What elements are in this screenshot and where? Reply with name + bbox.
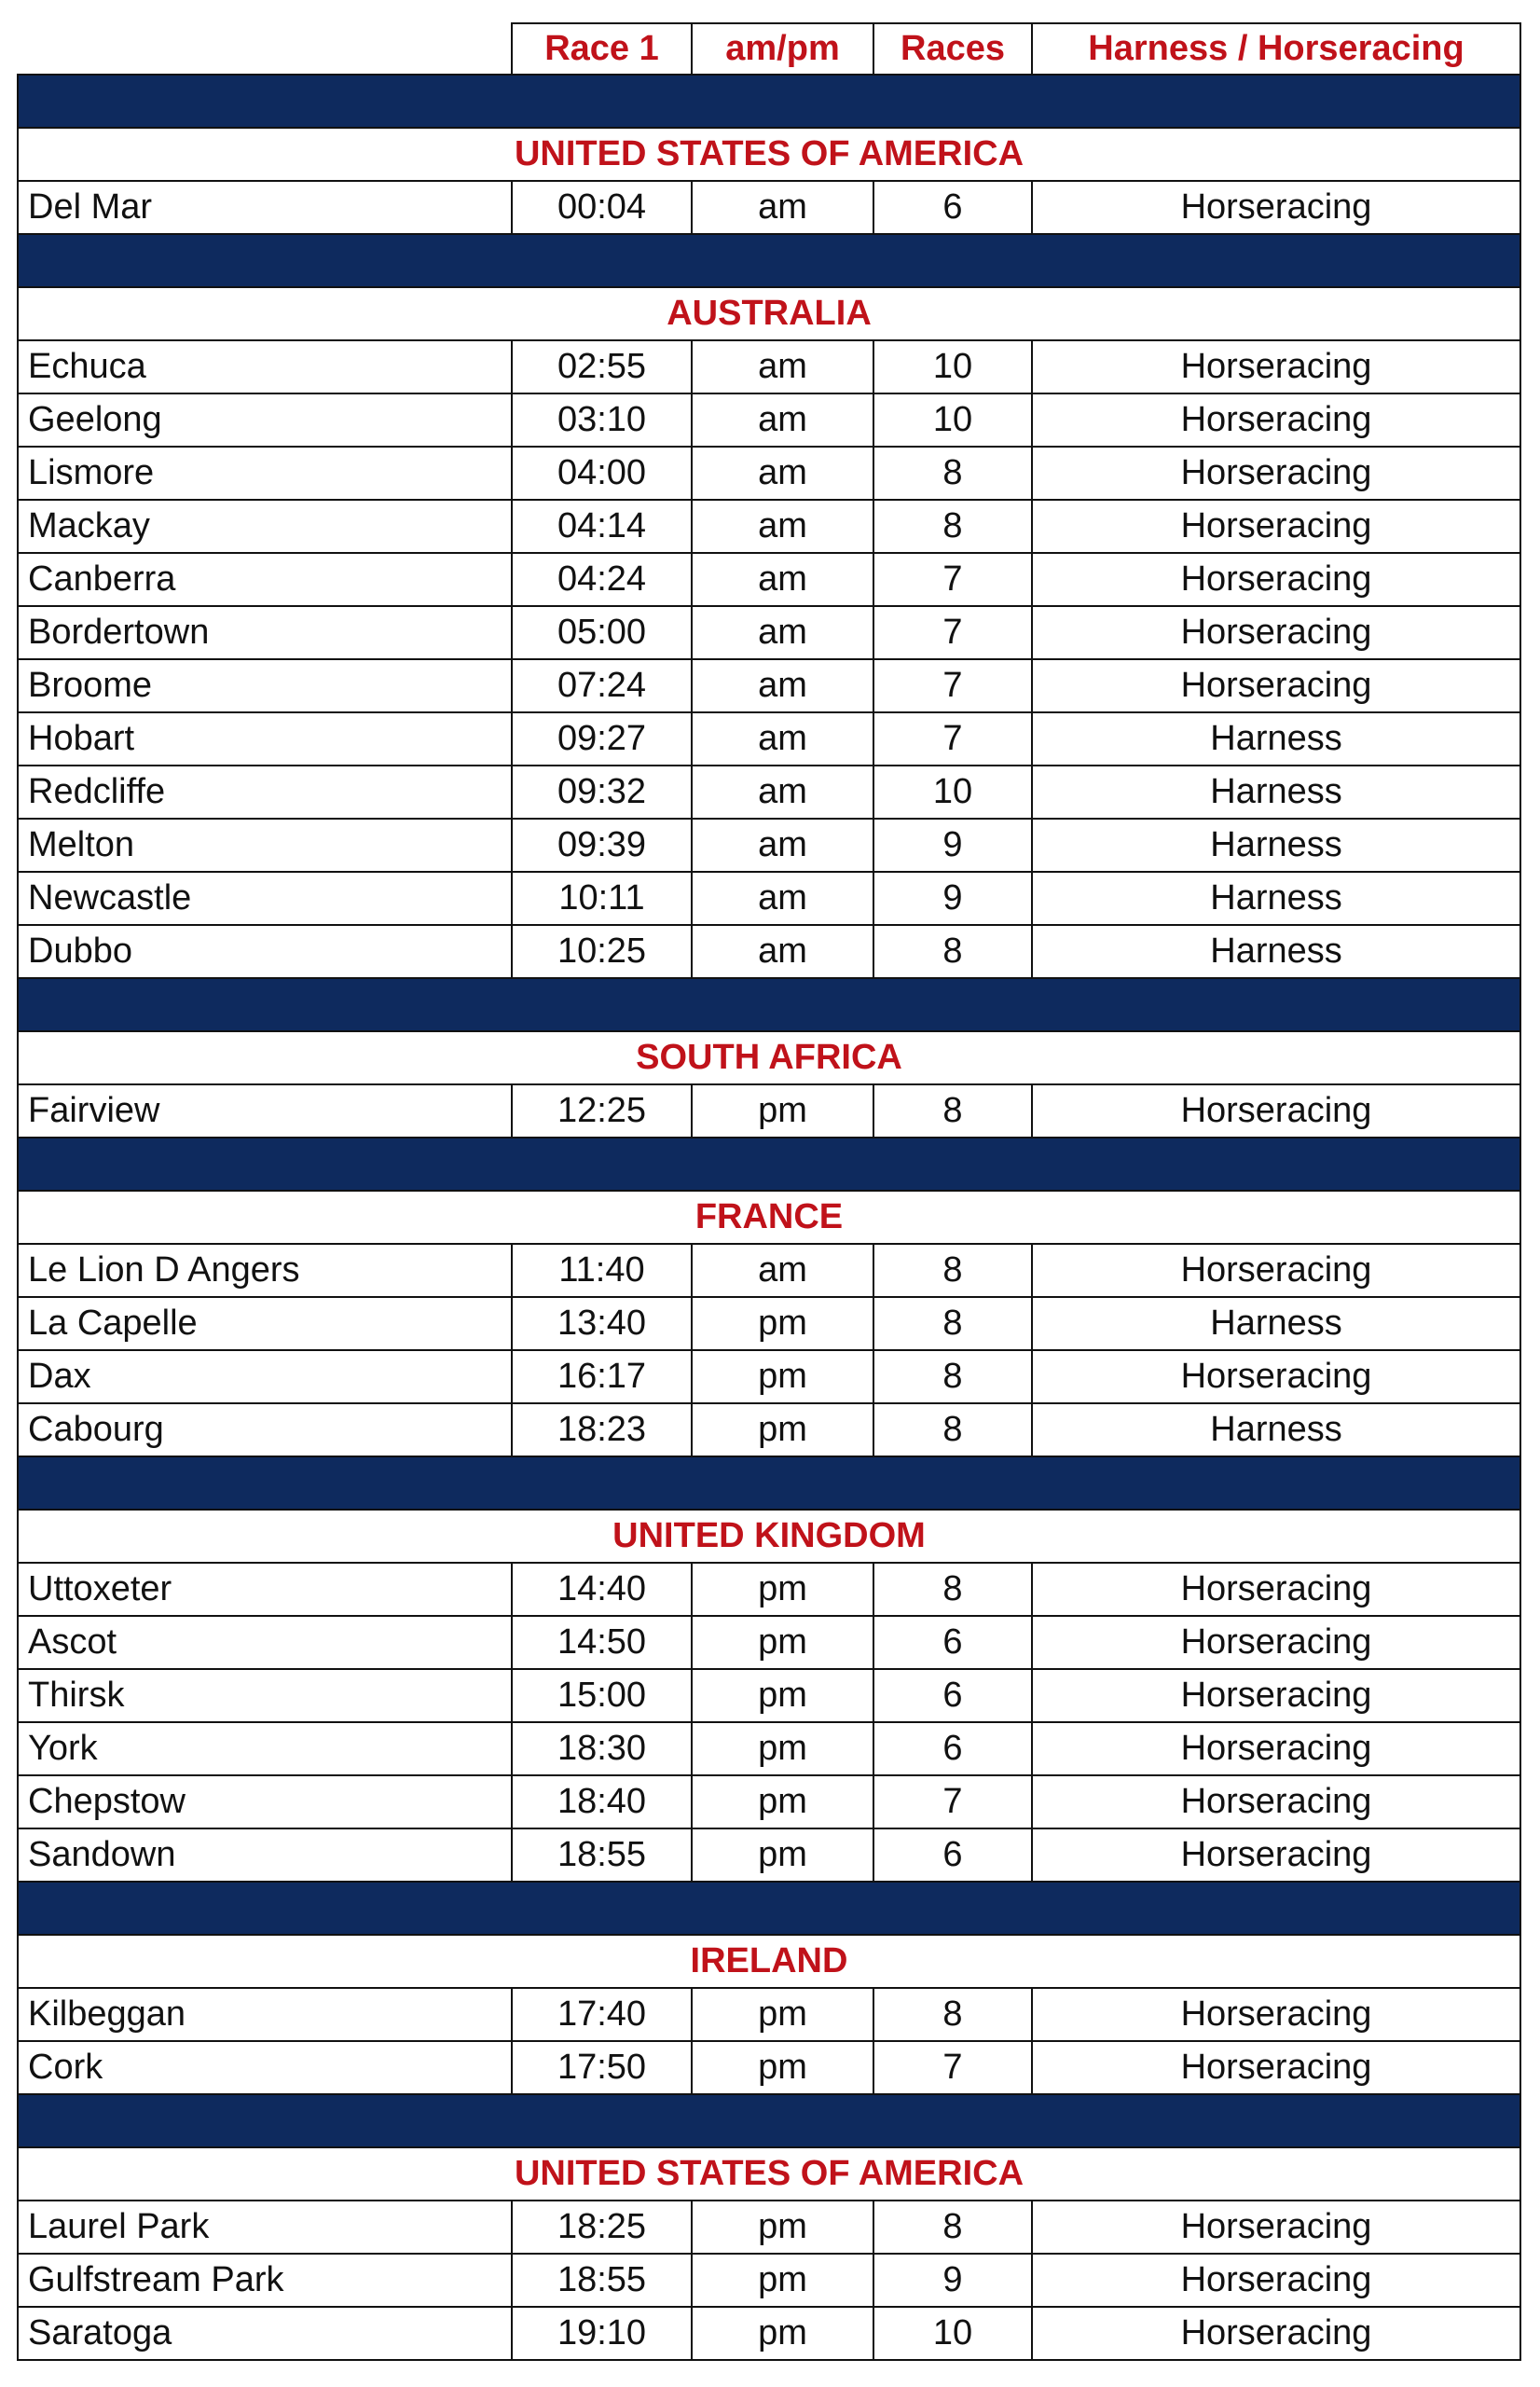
country-heading: UNITED STATES OF AMERICA (17, 2148, 1521, 2201)
table-row (17, 926, 1521, 979)
race1-time-cell: 00:04 (513, 182, 693, 235)
race-type-cell: Harness (1033, 926, 1521, 979)
table-row (17, 766, 1521, 820)
ampm-cell: am (693, 713, 874, 766)
races-count-cell: 6 (874, 1617, 1033, 1670)
table-row (17, 1617, 1521, 1670)
table-row (17, 1564, 1521, 1617)
races-count-cell: 10 (874, 394, 1033, 448)
race-type-cell: Harness (1033, 1298, 1521, 1351)
race-type-cell: Harness (1033, 713, 1521, 766)
ampm-cell: am (693, 926, 874, 979)
table-row (17, 1404, 1521, 1457)
section-divider (17, 1457, 1521, 1511)
venue-cell: Geelong (17, 394, 513, 448)
table-row (17, 873, 1521, 926)
ampm-cell: am (693, 341, 874, 394)
venue-cell: Kilbeggan (17, 1989, 513, 2042)
races-count-cell: 8 (874, 1085, 1033, 1138)
country-heading: SOUTH AFRICA (17, 1032, 1521, 1085)
races-count-cell: 7 (874, 607, 1033, 660)
race-type-cell: Horseracing (1033, 182, 1521, 235)
races-count-cell: 10 (874, 341, 1033, 394)
venue-cell: Redcliffe (17, 766, 513, 820)
race-type-cell: Horseracing (1033, 501, 1521, 554)
venue-cell: Fairview (17, 1085, 513, 1138)
table-row (17, 1670, 1521, 1723)
venue-cell: Cork (17, 2042, 513, 2095)
races-count-cell: 7 (874, 660, 1033, 713)
race-type-cell: Harness (1033, 766, 1521, 820)
table-row (17, 1298, 1521, 1351)
section-divider (17, 76, 1521, 129)
table-row (17, 2255, 1521, 2308)
ampm-cell: pm (693, 2201, 874, 2255)
races-count-cell: 8 (874, 1351, 1033, 1404)
header-races: Races (874, 22, 1033, 76)
venue-cell: Uttoxeter (17, 1564, 513, 1617)
races-count-cell: 7 (874, 1776, 1033, 1829)
race-type-cell: Horseracing (1033, 2255, 1521, 2308)
race1-time-cell: 04:24 (513, 554, 693, 607)
venue-cell: Ascot (17, 1617, 513, 1670)
race1-time-cell: 02:55 (513, 341, 693, 394)
table-row (17, 1776, 1521, 1829)
races-count-cell: 6 (874, 1723, 1033, 1776)
venue-cell: Echuca (17, 341, 513, 394)
ampm-cell: pm (693, 2255, 874, 2308)
race1-time-cell: 03:10 (513, 394, 693, 448)
venue-cell: La Capelle (17, 1298, 513, 1351)
country-heading: UNITED KINGDOM (17, 1511, 1521, 1564)
race1-time-cell: 09:39 (513, 820, 693, 873)
races-count-cell: 10 (874, 2308, 1033, 2361)
race1-time-cell: 17:50 (513, 2042, 693, 2095)
races-count-cell: 8 (874, 1404, 1033, 1457)
race-type-cell: Harness (1033, 873, 1521, 926)
race-type-cell: Harness (1033, 1404, 1521, 1457)
races-count-cell: 8 (874, 1989, 1033, 2042)
race1-time-cell: 04:14 (513, 501, 693, 554)
country-heading: UNITED STATES OF AMERICA (17, 129, 1521, 182)
race-type-cell: Horseracing (1033, 1723, 1521, 1776)
races-count-cell: 8 (874, 448, 1033, 501)
ampm-cell: am (693, 394, 874, 448)
race-type-cell: Horseracing (1033, 607, 1521, 660)
ampm-cell: am (693, 607, 874, 660)
ampm-cell: pm (693, 1404, 874, 1457)
venue-cell: Hobart (17, 713, 513, 766)
race1-time-cell: 13:40 (513, 1298, 693, 1351)
ampm-cell: pm (693, 2308, 874, 2361)
races-count-cell: 8 (874, 2201, 1033, 2255)
races-count-cell: 8 (874, 1564, 1033, 1617)
table-row (17, 1723, 1521, 1776)
venue-cell: Lismore (17, 448, 513, 501)
race-type-cell: Horseracing (1033, 2201, 1521, 2255)
table-row (17, 2201, 1521, 2255)
races-count-cell: 7 (874, 554, 1033, 607)
race-type-cell: Horseracing (1033, 1776, 1521, 1829)
table-row (17, 2308, 1521, 2361)
header-ampm: am/pm (693, 22, 874, 76)
race1-time-cell: 19:10 (513, 2308, 693, 2361)
races-count-cell: 9 (874, 2255, 1033, 2308)
venue-cell: Thirsk (17, 1670, 513, 1723)
venue-cell: Newcastle (17, 873, 513, 926)
section-divider (17, 235, 1521, 288)
race-type-cell: Horseracing (1033, 448, 1521, 501)
ampm-cell: pm (693, 1829, 874, 1883)
table-row (17, 607, 1521, 660)
table-row (17, 1245, 1521, 1298)
races-count-cell: 6 (874, 182, 1033, 235)
races-count-cell: 7 (874, 713, 1033, 766)
ampm-cell: am (693, 660, 874, 713)
race1-time-cell: 12:25 (513, 1085, 693, 1138)
table-row (17, 713, 1521, 766)
venue-cell: Dax (17, 1351, 513, 1404)
ampm-cell: am (693, 554, 874, 607)
races-count-cell: 7 (874, 2042, 1033, 2095)
race-type-cell: Horseracing (1033, 660, 1521, 713)
table-row (17, 341, 1521, 394)
race1-time-cell: 18:55 (513, 2255, 693, 2308)
country-heading: IRELAND (17, 1936, 1521, 1989)
race1-time-cell: 18:40 (513, 1776, 693, 1829)
race1-time-cell: 09:27 (513, 713, 693, 766)
table-row (17, 554, 1521, 607)
venue-cell: Gulfstream Park (17, 2255, 513, 2308)
race-type-cell: Horseracing (1033, 1351, 1521, 1404)
venue-cell: Del Mar (17, 182, 513, 235)
race-type-cell: Horseracing (1033, 2042, 1521, 2095)
column-header-row (17, 22, 1521, 76)
section-divider (17, 1883, 1521, 1936)
race1-time-cell: 07:24 (513, 660, 693, 713)
races-count-cell: 8 (874, 501, 1033, 554)
ampm-cell: am (693, 873, 874, 926)
ampm-cell: pm (693, 1776, 874, 1829)
race1-time-cell: 16:17 (513, 1351, 693, 1404)
race1-time-cell: 10:11 (513, 873, 693, 926)
races-count-cell: 6 (874, 1670, 1033, 1723)
race1-time-cell: 15:00 (513, 1670, 693, 1723)
venue-cell: Melton (17, 820, 513, 873)
venue-cell: Le Lion D Angers (17, 1245, 513, 1298)
race1-time-cell: 14:40 (513, 1564, 693, 1617)
race1-time-cell: 11:40 (513, 1245, 693, 1298)
race1-time-cell: 18:30 (513, 1723, 693, 1776)
race-type-cell: Horseracing (1033, 1829, 1521, 1883)
header-type: Harness / Horseracing (1033, 22, 1521, 76)
races-count-cell: 8 (874, 926, 1033, 979)
table-row (17, 182, 1521, 235)
race-type-cell: Horseracing (1033, 1670, 1521, 1723)
ampm-cell: pm (693, 1564, 874, 1617)
venue-cell: Mackay (17, 501, 513, 554)
ampm-cell: am (693, 820, 874, 873)
table-row (17, 394, 1521, 448)
ampm-cell: pm (693, 1085, 874, 1138)
venue-cell: Saratoga (17, 2308, 513, 2361)
race-type-cell: Horseracing (1033, 1617, 1521, 1670)
races-count-cell: 10 (874, 766, 1033, 820)
ampm-cell: pm (693, 1298, 874, 1351)
venue-cell: Laurel Park (17, 2201, 513, 2255)
race1-time-cell: 14:50 (513, 1617, 693, 1670)
race-type-cell: Horseracing (1033, 1564, 1521, 1617)
ampm-cell: am (693, 501, 874, 554)
ampm-cell: pm (693, 1351, 874, 1404)
table-row (17, 1351, 1521, 1404)
ampm-cell: pm (693, 1989, 874, 2042)
race1-time-cell: 04:00 (513, 448, 693, 501)
venue-cell: Canberra (17, 554, 513, 607)
races-count-cell: 8 (874, 1298, 1033, 1351)
table-row (17, 501, 1521, 554)
race-type-cell: Horseracing (1033, 1085, 1521, 1138)
table-row (17, 1829, 1521, 1883)
venue-cell: Sandown (17, 1829, 513, 1883)
venue-cell: York (17, 1723, 513, 1776)
ampm-cell: pm (693, 1617, 874, 1670)
races-count-cell: 9 (874, 873, 1033, 926)
table-row (17, 1989, 1521, 2042)
race-type-cell: Horseracing (1033, 554, 1521, 607)
table-row (17, 660, 1521, 713)
section-divider (17, 2095, 1521, 2148)
header-blank-cell (17, 22, 513, 76)
race1-time-cell: 18:25 (513, 2201, 693, 2255)
table-row (17, 1085, 1521, 1138)
venue-cell: Bordertown (17, 607, 513, 660)
country-heading: FRANCE (17, 1192, 1521, 1245)
race-type-cell: Horseracing (1033, 1245, 1521, 1298)
races-count-cell: 9 (874, 820, 1033, 873)
section-divider (17, 979, 1521, 1032)
table-row (17, 448, 1521, 501)
race1-time-cell: 10:25 (513, 926, 693, 979)
ampm-cell: am (693, 1245, 874, 1298)
race-type-cell: Harness (1033, 820, 1521, 873)
race1-time-cell: 18:23 (513, 1404, 693, 1457)
race1-time-cell: 09:32 (513, 766, 693, 820)
ampm-cell: pm (693, 1670, 874, 1723)
venue-cell: Broome (17, 660, 513, 713)
races-count-cell: 8 (874, 1245, 1033, 1298)
race1-time-cell: 18:55 (513, 1829, 693, 1883)
country-heading: AUSTRALIA (17, 288, 1521, 341)
venue-cell: Dubbo (17, 926, 513, 979)
section-divider (17, 1138, 1521, 1192)
table-row (17, 820, 1521, 873)
ampm-cell: am (693, 448, 874, 501)
venue-cell: Chepstow (17, 1776, 513, 1829)
ampm-cell: am (693, 766, 874, 820)
venue-cell: Cabourg (17, 1404, 513, 1457)
sections-container (17, 76, 1521, 2361)
ampm-cell: pm (693, 2042, 874, 2095)
races-count-cell: 6 (874, 1829, 1033, 1883)
race-type-cell: Horseracing (1033, 2308, 1521, 2361)
race-schedule-table (17, 22, 1521, 2361)
race-type-cell: Horseracing (1033, 341, 1521, 394)
ampm-cell: pm (693, 1723, 874, 1776)
table-row (17, 2042, 1521, 2095)
race-type-cell: Horseracing (1033, 1989, 1521, 2042)
race-type-cell: Horseracing (1033, 394, 1521, 448)
race1-time-cell: 05:00 (513, 607, 693, 660)
header-race1: Race 1 (513, 22, 693, 76)
ampm-cell: am (693, 182, 874, 235)
race1-time-cell: 17:40 (513, 1989, 693, 2042)
